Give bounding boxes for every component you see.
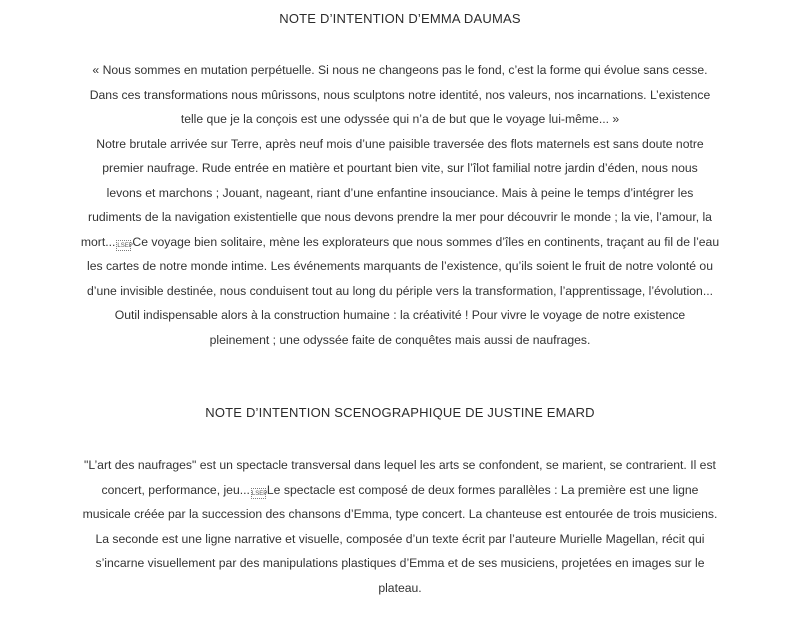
text-line: Outil indispensable alors à la construction humaine : la créativité ! Pour vivre le voyage de notre existence xyxy=(114,308,686,322)
text-line: rudiments de la navigation existentielle que nous devons prendre la mer pour découvrir le monde ; la vie, l’amour, la xyxy=(88,210,712,224)
text-line: les cartes de notre monde intime. Les événements marquants de l’existence, qu’ils soient le fruit de notre volonté ou xyxy=(87,259,713,273)
text-line: Ce voyage bien solitaire, mène les explorateurs que nous sommes d’îles en continents, traçant au fil de l’eau xyxy=(132,234,720,249)
text-line: s’incarne visuellement par des manipulations plastiques d’Emma et de ses musiciens, projetées en images sur le xyxy=(95,556,705,570)
line-separator-glyph: LSEP xyxy=(116,240,131,251)
text-line: telle que je la conçois est une odyssée qui n’a de but que le voyage lui-même... » xyxy=(180,112,620,126)
section-heading-justine-emard: NOTE D’INTENTION SCENOGRAPHIQUE DE JUSTINE EMARD xyxy=(205,405,595,420)
text-line: d’une invisible destinée, nous conduisent tout au long du périple vers la transformation, l’apprentissage, l’évolution... xyxy=(86,283,713,298)
text-line: Dans ces transformations nous mûrissons, nous sculptons notre identité, nos valeurs, nos incarnations. L’existence xyxy=(89,87,711,102)
text-line: La seconde est une ligne narrative et visuelle, composée d’un texte écrit par l’auteure Murielle Magellan, récit qui xyxy=(95,531,705,546)
text-line: musicale créée par la succession des chansons d’Emma, type concert. La chanteuse est entourée de trois musiciens. xyxy=(82,507,718,521)
text-line: "L’art des naufrages" est un spectacle transversal dans lequel les arts se confondent, se marient, se contrarient. Il est xyxy=(84,458,716,472)
text-line: pleinement ; une odyssée faite de conquêtes mais aussi de naufrages. xyxy=(209,332,591,347)
text-line: levons et marchons ; Jouant, nageant, riant d’une enfantine insouciance. Mais à peine le temps d’intégrer les xyxy=(106,185,694,200)
text-line: « Nous sommes en mutation perpétuelle. Si nous ne changeons pas le fond, c’est la forme qui évolue sans cesse. xyxy=(92,63,708,77)
text-line: Le spectacle est composé de deux formes parallèles : La première est une ligne xyxy=(266,482,699,497)
text-line: Notre brutale arrivée sur Terre, après neuf mois d’une paisible traversée des flots maternels est sans doute notre xyxy=(96,136,704,151)
section-heading-emma-daumas: NOTE D’INTENTION D’EMMA DAUMAS xyxy=(279,11,521,26)
text-line: mort... xyxy=(80,234,116,249)
text-line: premier naufrage. Rude entrée en matière et pourtant bien vite, sur l’îlot familial notre jardin d’éden, nous nous xyxy=(102,161,698,175)
paragraph-justine-emard xyxy=(40,453,760,600)
text-line: plateau. xyxy=(378,580,422,595)
paragraph-emma-daumas xyxy=(40,58,760,352)
line-separator-glyph: LSEP xyxy=(251,488,266,499)
text-line: concert, performance, jeu... xyxy=(101,482,250,497)
